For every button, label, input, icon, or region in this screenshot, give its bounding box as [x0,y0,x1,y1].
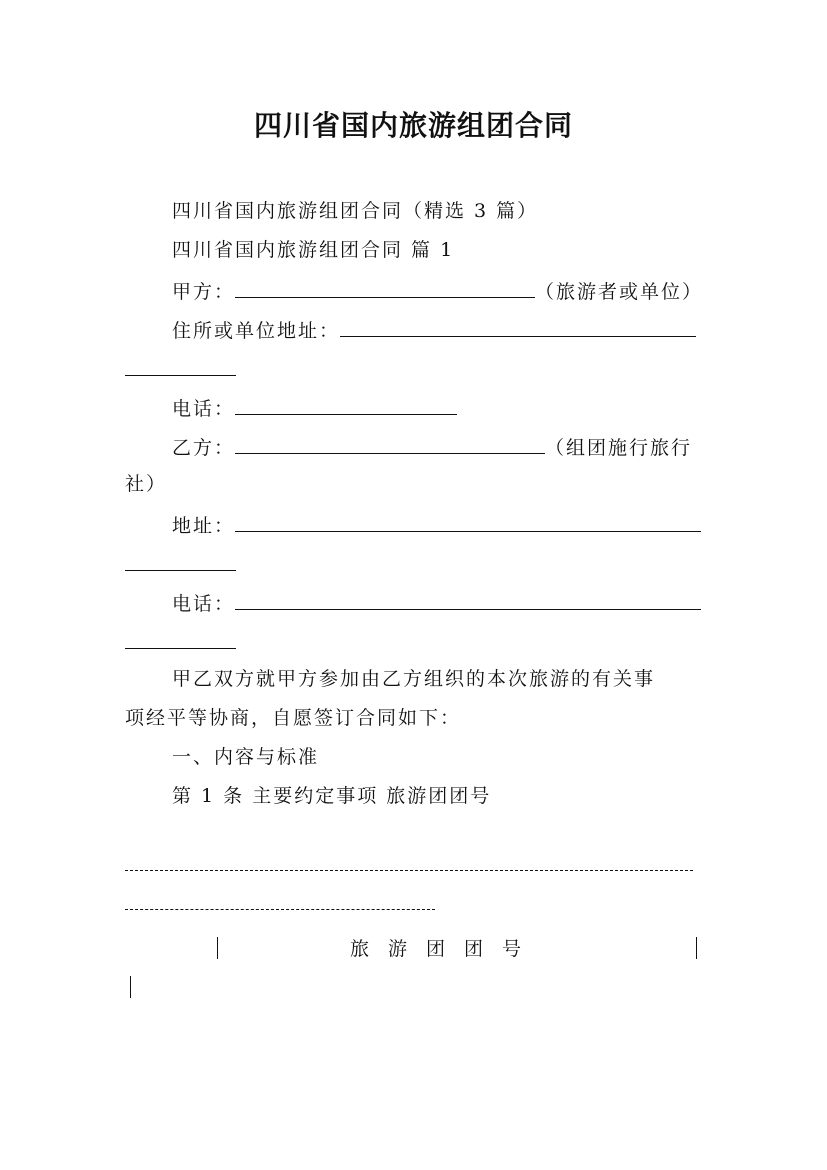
party-a-row [172,277,703,304]
agreement-line-2: 项经平等协商，自愿签订合同如下： [125,707,462,729]
table-right-border [696,937,697,959]
table-column-divider [217,937,218,959]
address-b-blank [235,511,701,532]
phone-b-row [172,589,701,616]
party-a-label: 甲方： [172,281,236,303]
phone-b-blank [235,589,701,610]
address-a-blank-continued [125,355,236,376]
address-b-blank-continued [125,550,236,571]
phone-a-label: 电话： [172,398,236,420]
party-a-blank [235,277,535,298]
phone-b-label: 电话： [172,593,236,615]
phone-a-blank [235,394,457,415]
party-b-row [172,433,692,460]
party-b-blank [235,433,545,454]
address-a-label: 住所或单位地址： [172,320,341,342]
table-header-cell: 旅游团团号 [350,938,541,960]
phone-a-row [172,394,457,421]
section-line: 四川省国内旅游组团合同 篇 1 [172,239,455,261]
party-b-note: （组团施行旅行 [545,437,693,459]
party-b-note-continued: 社） [125,473,168,495]
section-heading: 一、内容与标准 [172,746,320,768]
article-1: 第 1 条 主要约定事项 旅游团团号 [172,785,492,807]
table-top-border [125,870,693,871]
party-a-note: （旅游者或单位） [535,281,704,303]
address-b-label: 地址： [172,515,236,537]
intro-line: 四川省国内旅游组团合同（精选 3 篇） [172,200,539,222]
table-top-border-continued [125,909,435,910]
party-b-label: 乙方： [172,437,236,459]
address-a-row [172,316,696,343]
phone-b-blank-continued [125,628,236,649]
agreement-line-1: 甲乙双方就甲方参加由乙方组织的本次旅游的有关事 [172,668,656,690]
address-b-row [172,511,701,538]
document-title: 四川省国内旅游组团合同 [253,109,573,142]
address-a-blank [340,316,696,337]
table-left-border [130,976,131,998]
